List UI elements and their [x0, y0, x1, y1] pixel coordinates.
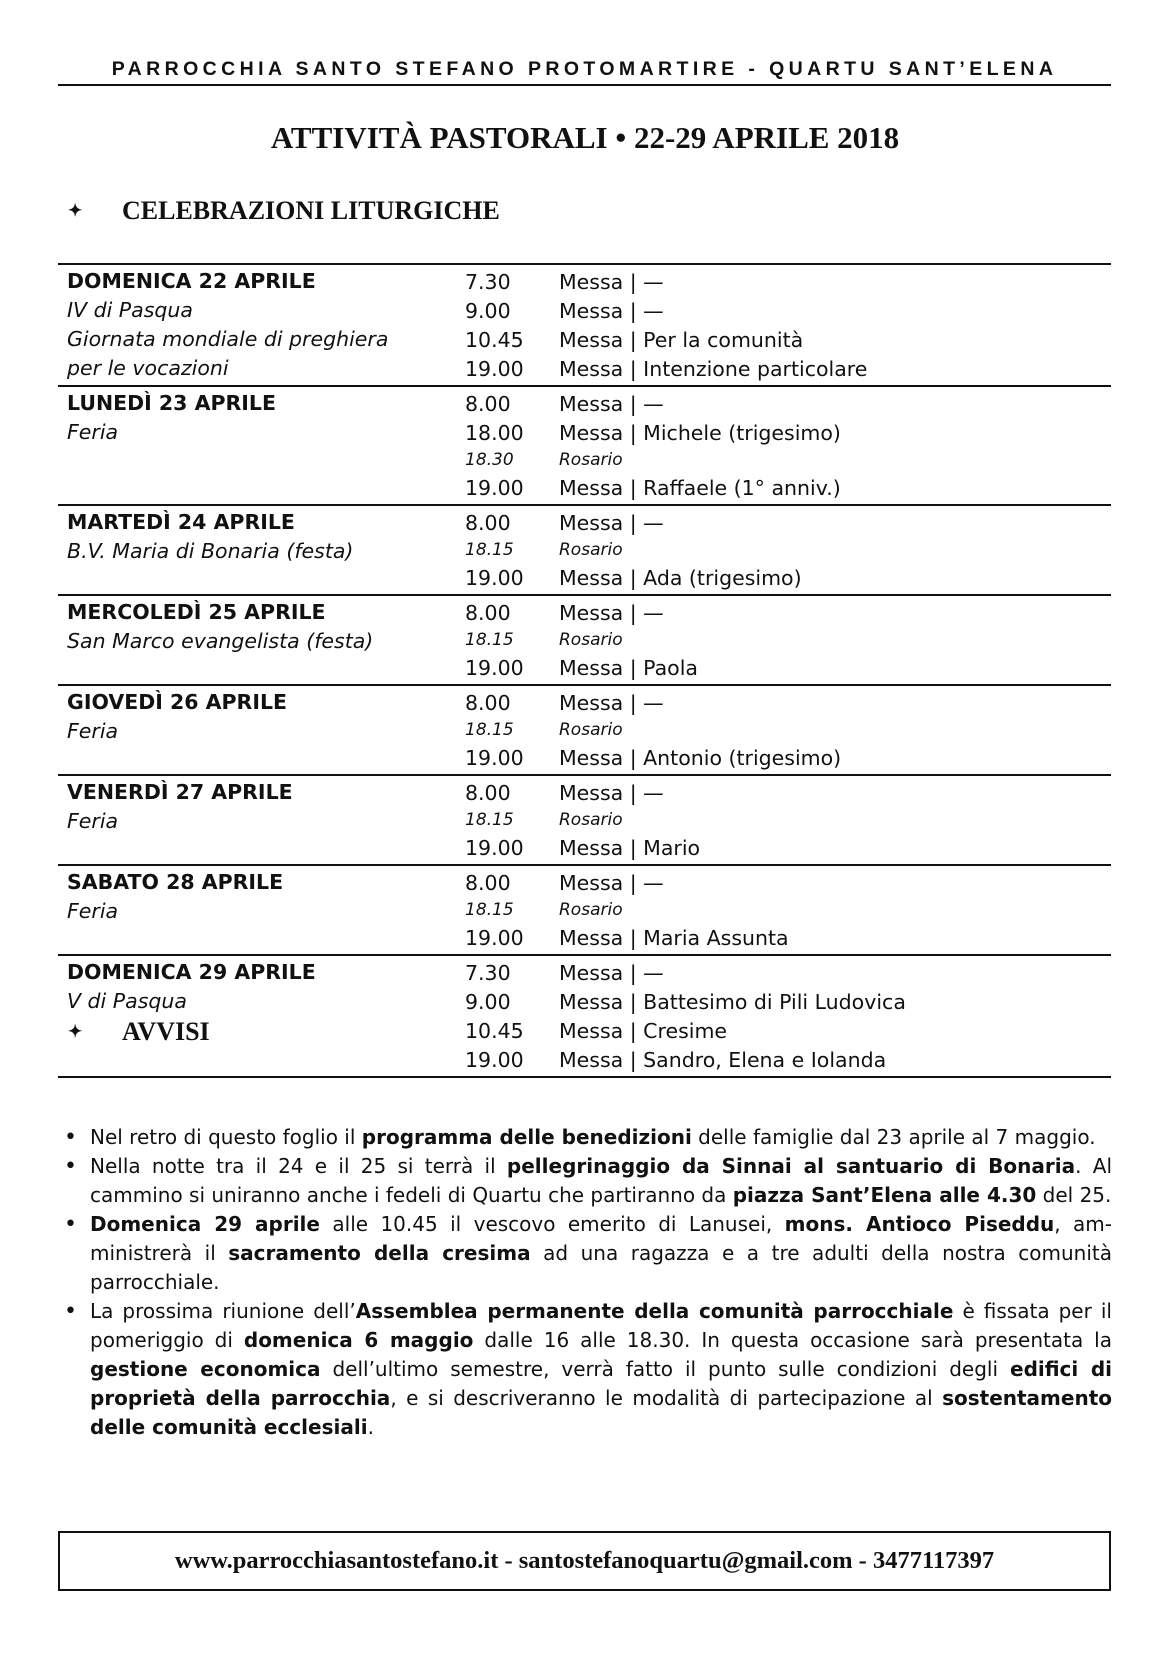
notice-run: Nella notte tra il 24 e il 25 si terrà il	[90, 1154, 507, 1178]
entry-time: 8.00	[465, 391, 511, 416]
entry-time: 19.00	[465, 356, 524, 381]
mass-entry	[465, 418, 1111, 447]
mass-entry	[465, 508, 1111, 537]
schedule-day	[58, 594, 1111, 684]
schedule-day	[58, 385, 1111, 504]
mass-entry	[465, 868, 1111, 897]
day-name: DOMENICA 22 APRILE	[67, 269, 316, 293]
entry-time: 7.30	[465, 269, 511, 294]
day-info	[58, 598, 465, 682]
entry-time: 8.00	[465, 780, 511, 805]
entry-description: Messa | Maria Assunta	[559, 925, 789, 950]
entry-time: 10.45	[465, 1018, 524, 1043]
day-info	[58, 958, 465, 1074]
entry-description: Messa | —	[559, 690, 664, 715]
day-name: LUNEDÌ 23 APRILE	[67, 391, 276, 415]
notice-emphasis: sacramento della cresima	[228, 1241, 531, 1265]
schedule-table	[58, 263, 1111, 1078]
bullet-icon: •	[64, 1125, 77, 1150]
mass-entry	[465, 389, 1111, 418]
day-entries	[465, 958, 1111, 1074]
notice-item	[64, 1210, 1112, 1297]
notice-run: , amministrerà il	[90, 1212, 1113, 1265]
mass-entry	[465, 778, 1111, 807]
mass-entry	[465, 1016, 1111, 1045]
notice-text	[90, 1210, 1112, 1297]
day-info	[58, 508, 465, 592]
schedule-day	[58, 774, 1111, 864]
day-name: VENERDÌ 27 APRILE	[67, 780, 293, 804]
entry-time: 8.00	[465, 690, 511, 715]
entry-time: 18.15	[465, 720, 514, 740]
notice-emphasis: Assemblea permanente della comunità parrocchiale	[355, 1299, 954, 1323]
entry-description: Messa | —	[559, 269, 664, 294]
bullet-icon: •	[64, 1299, 77, 1324]
entry-description: Messa | Paola	[559, 655, 698, 680]
day-entries	[465, 508, 1111, 592]
section-avvisi	[68, 1017, 210, 1047]
day-note: V di Pasqua	[67, 989, 187, 1013]
schedule-day	[58, 864, 1111, 954]
day-name: MARTEDÌ 24 APRILE	[67, 510, 295, 534]
rosary-entry	[465, 897, 1111, 923]
day-info	[58, 688, 465, 772]
notice-text	[90, 1297, 1112, 1442]
notice-emphasis: Domenica 29 aprile	[90, 1212, 320, 1236]
mass-entry	[465, 354, 1111, 383]
rosary-entry	[465, 717, 1111, 743]
entry-description: Rosario	[559, 540, 623, 560]
notice-run: . Al cammino si uniranno anche i fedeli di Quartu che partiranno da	[90, 1154, 1112, 1207]
day-note: Feria	[67, 899, 119, 923]
notice-run: è fissata per il pomeriggio di	[90, 1299, 1112, 1352]
entry-time: 8.00	[465, 510, 511, 535]
notice-emphasis: domenica 6 maggio	[243, 1328, 474, 1352]
rosary-entry	[465, 537, 1111, 563]
star-bullet-icon: ✦	[68, 201, 83, 220]
bullet-icon: •	[64, 1212, 77, 1237]
section-title-avvisi: AVVISI	[122, 1017, 210, 1046]
day-note: San Marco evangelista (festa)	[67, 629, 374, 653]
notice-run: ad una ragazza e a tre adulti della nostra comunità parrocchiale.	[90, 1241, 1112, 1294]
entry-time: 8.00	[465, 600, 511, 625]
entry-description: Messa | Raffaele (1° anniv.)	[559, 475, 841, 500]
entry-description: Messa | Per la comunità	[559, 327, 804, 352]
day-note: Feria	[67, 809, 119, 833]
day-entries	[465, 778, 1111, 862]
entry-description: Rosario	[559, 810, 623, 830]
mass-entry	[465, 598, 1111, 627]
mass-entry	[465, 923, 1111, 952]
notices-list	[64, 1123, 1112, 1442]
notice-item	[64, 1123, 1112, 1152]
entry-time: 18.15	[465, 540, 514, 560]
entry-time: 7.30	[465, 960, 511, 985]
mass-entry	[465, 563, 1111, 592]
day-note: per le vocazioni	[67, 356, 229, 380]
notice-run: dell’ultimo semestre, verrà fatto il punto sulle condizioni degli	[320, 1357, 1010, 1381]
day-name: DOMENICA 29 APRILE	[67, 960, 316, 984]
notice-run: alle 10.45 il vescovo emerito di Lanusei,	[319, 1212, 785, 1236]
notice-text	[90, 1152, 1112, 1210]
entry-time: 9.00	[465, 298, 511, 323]
day-info	[58, 868, 465, 952]
bullet-icon: •	[64, 1154, 77, 1179]
day-entries	[465, 868, 1111, 952]
entry-time: 10.45	[465, 327, 524, 352]
notice-run: .	[367, 1415, 374, 1439]
entry-description: Messa | —	[559, 780, 664, 805]
day-info	[58, 267, 465, 383]
day-note: Giornata mondiale di preghiera	[67, 327, 389, 351]
entry-description: Messa | Michele (trigesimo)	[559, 420, 841, 445]
entry-time: 18.00	[465, 420, 524, 445]
entry-time: 19.00	[465, 745, 524, 770]
entry-description: Messa | Antonio (trigesimo)	[559, 745, 842, 770]
contact-footer	[58, 1531, 1111, 1591]
day-entries	[465, 688, 1111, 772]
entry-description: Messa | —	[559, 960, 664, 985]
notice-run: dalle 16 alle 18.30. In questa occasione sarà presentata la	[473, 1328, 1112, 1352]
day-note: B.V. Maria di Bonaria (festa)	[67, 539, 354, 563]
contact-line: www.parrocchiasantostefano.it - santostefanoquartu@gmail.com - 3477117397	[174, 1547, 995, 1574]
mass-entry	[465, 987, 1111, 1016]
entry-description: Messa | —	[559, 600, 664, 625]
day-info	[58, 389, 465, 502]
day-entries	[465, 389, 1111, 502]
page-title: ATTIVITÀ PASTORALI • 22-29 APRILE 2018	[270, 120, 900, 155]
schedule-day	[58, 954, 1111, 1076]
mass-entry	[465, 653, 1111, 682]
rosary-entry	[465, 807, 1111, 833]
mass-entry	[465, 473, 1111, 502]
day-entries	[465, 598, 1111, 682]
notice-emphasis: gestione economica	[90, 1357, 321, 1381]
entry-time: 18.30	[465, 450, 514, 470]
schedule-day	[58, 263, 1111, 385]
entry-description: Rosario	[559, 720, 623, 740]
entry-description: Messa | Cresime	[559, 1018, 728, 1043]
notice-emphasis: sostentamento delle comunità ecclesiali	[90, 1386, 1112, 1439]
entry-description: Messa | —	[559, 391, 664, 416]
notice-run: La prossima riunione dell’	[90, 1299, 356, 1323]
day-note: Feria	[67, 719, 119, 743]
entry-description: Messa | Ada (trigesimo)	[559, 565, 802, 590]
section-title-celebrazioni: CELEBRAZIONI LITURGICHE	[122, 196, 500, 225]
mass-entry	[465, 1045, 1111, 1074]
day-name: SABATO 28 APRILE	[67, 870, 284, 894]
entry-description: Messa | Battesimo di Pili Ludovica	[559, 989, 906, 1014]
mass-entry	[465, 833, 1111, 862]
day-name: GIOVEDÌ 26 APRILE	[67, 690, 288, 714]
entry-time: 19.00	[465, 565, 524, 590]
entry-time: 19.00	[465, 1047, 524, 1072]
day-name: MERCOLEDÌ 25 APRILE	[67, 600, 326, 624]
notice-item	[64, 1297, 1112, 1442]
rosary-entry	[465, 627, 1111, 653]
entry-description: Messa | Mario	[559, 835, 701, 860]
entry-description: Rosario	[559, 630, 623, 650]
mass-entry	[465, 958, 1111, 987]
entry-time: 19.00	[465, 475, 524, 500]
notice-run: delle famiglie dal 23 aprile al 7 maggio.	[691, 1125, 1096, 1149]
entry-description: Messa | Intenzione particolare	[559, 356, 868, 381]
notice-emphasis: edifici di proprietà della parrocchia	[90, 1357, 1112, 1410]
mass-entry	[465, 743, 1111, 772]
entry-time: 9.00	[465, 989, 511, 1014]
entry-description: Rosario	[559, 450, 623, 470]
mass-entry	[465, 688, 1111, 717]
entry-description: Messa | —	[559, 510, 664, 535]
schedule-day	[58, 504, 1111, 594]
day-note: Feria	[67, 420, 119, 444]
notice-run: Nel retro di questo foglio il	[90, 1125, 362, 1149]
entry-time: 19.00	[465, 835, 524, 860]
mass-entry	[465, 325, 1111, 354]
day-note: IV di Pasqua	[67, 298, 193, 322]
day-info	[58, 778, 465, 862]
entry-time: 19.00	[465, 925, 524, 950]
parish-header: PARROCCHIA SANTO STEFANO PROTOMARTIRE - QUARTU SANT’ELENA	[111, 58, 1058, 80]
entry-description: Rosario	[559, 900, 623, 920]
notice-item	[64, 1152, 1112, 1210]
entry-description: Messa | —	[559, 298, 664, 323]
entry-time: 19.00	[465, 655, 524, 680]
rosary-entry	[465, 447, 1111, 473]
entry-time: 8.00	[465, 870, 511, 895]
mass-entry	[465, 296, 1111, 325]
section-celebrazioni	[68, 196, 500, 226]
entry-description: Messa | Sandro, Elena e Iolanda	[559, 1047, 887, 1072]
entry-description: Messa | —	[559, 870, 664, 895]
notice-emphasis: mons. Antioco Piseddu	[784, 1212, 1055, 1236]
entry-time: 18.15	[465, 630, 514, 650]
entry-time: 18.15	[465, 900, 514, 920]
notice-run: , e si descriveranno le modalità di partecipazione al	[390, 1386, 943, 1410]
notice-run: del 25.	[1036, 1183, 1112, 1207]
header-divider	[58, 84, 1111, 86]
star-bullet-icon: ✦	[68, 1022, 83, 1041]
notice-emphasis: programma delle benedizioni	[361, 1125, 692, 1149]
notice-emphasis: pellegrinaggio da Sinnai al santuario di Bonaria	[506, 1154, 1076, 1178]
day-entries	[465, 267, 1111, 383]
schedule-day	[58, 684, 1111, 774]
mass-entry	[465, 267, 1111, 296]
notice-emphasis: piazza Sant’Elena alle 4.30	[732, 1183, 1037, 1207]
entry-time: 18.15	[465, 810, 514, 830]
notice-text	[90, 1123, 1112, 1152]
